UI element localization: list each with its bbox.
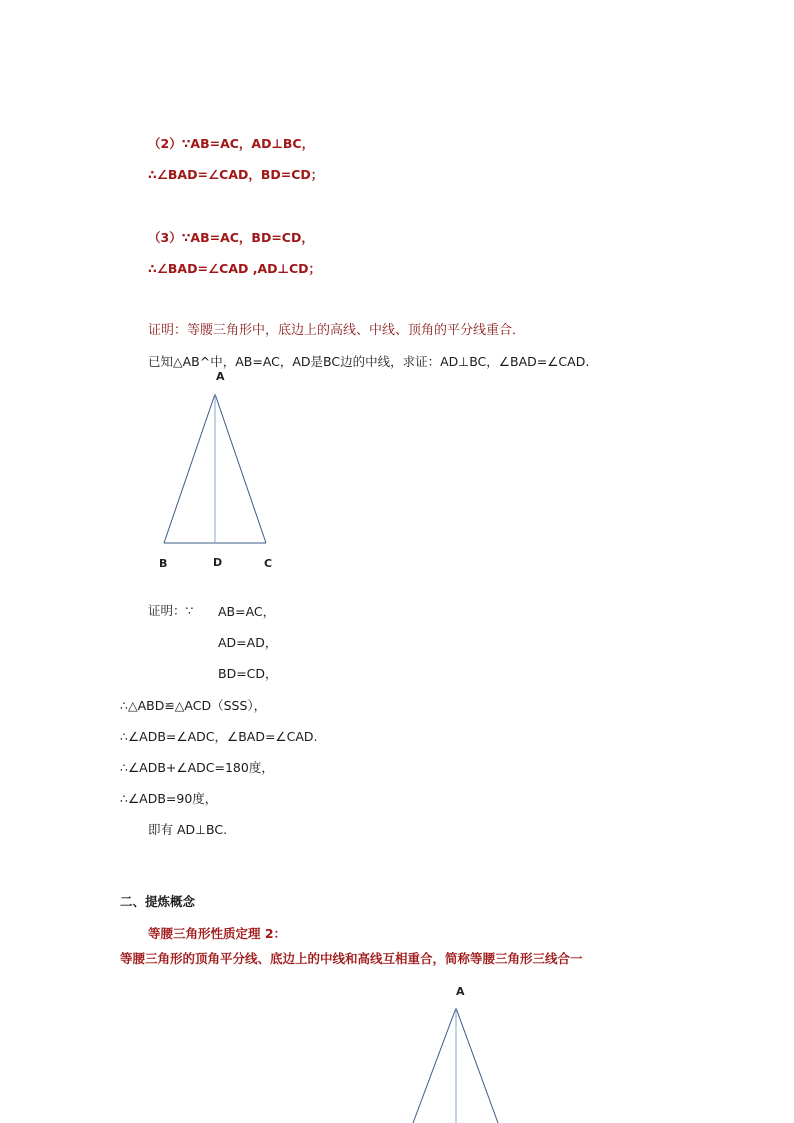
theorem-title: 等腰三角形性质定理 2： bbox=[148, 926, 287, 941]
proof-cond-3: BD=CD， bbox=[218, 666, 278, 681]
proof-given: 已知△AB^中，AB=AC，AD是BC边的中线，求证：AD⊥BC，∠BAD=∠CAD. bbox=[148, 354, 590, 369]
section-heading: 二、提炼概念 bbox=[120, 894, 196, 909]
block2-line1: （3）∵AB=AC，BD=CD， bbox=[148, 230, 314, 245]
proof-cond-1: AB=AC， bbox=[218, 604, 276, 619]
proof-intro: 证明：∵ bbox=[148, 603, 194, 618]
side-ac bbox=[215, 394, 266, 543]
fig2-label-a: A bbox=[456, 985, 465, 998]
proof-step-4: ∴∠ADB=90度， bbox=[120, 791, 218, 806]
label-c: C bbox=[264, 557, 273, 570]
proof-step-1: ∴△ABD≌△ACD（SSS）， bbox=[120, 698, 267, 713]
proof-step-5: 即有 AD⊥BC. bbox=[148, 822, 228, 837]
proof-step-2: ∴∠ADB=∠ADC，∠BAD=∠CAD. bbox=[120, 729, 318, 744]
theorem-text: 等腰三角形的顶角平分线、底边上的中线和高线互相重合，简称等腰三角形三线合一 bbox=[120, 951, 583, 966]
block2-line2: ∴∠BAD=∠CAD ,AD⊥CD； bbox=[148, 261, 322, 276]
proof-statement: 证明：等腰三角形中，底边上的高线、中线、顶角的平分线重合． bbox=[148, 323, 526, 338]
label-d: D bbox=[213, 556, 223, 569]
proof-step-3: ∴∠ADB+∠ADC=180度， bbox=[120, 760, 274, 775]
block1-line1: （2）∵AB=AC，AD⊥BC， bbox=[148, 136, 315, 151]
label-a: A bbox=[216, 370, 225, 383]
side-ab bbox=[164, 394, 215, 543]
fig2-side-left bbox=[413, 1008, 456, 1123]
fig2-side-right bbox=[456, 1008, 498, 1123]
label-b: B bbox=[159, 557, 168, 570]
block1-line2: ∴∠BAD=∠CAD，BD=CD； bbox=[148, 167, 324, 182]
proof-cond-2: AD=AD， bbox=[218, 635, 278, 650]
